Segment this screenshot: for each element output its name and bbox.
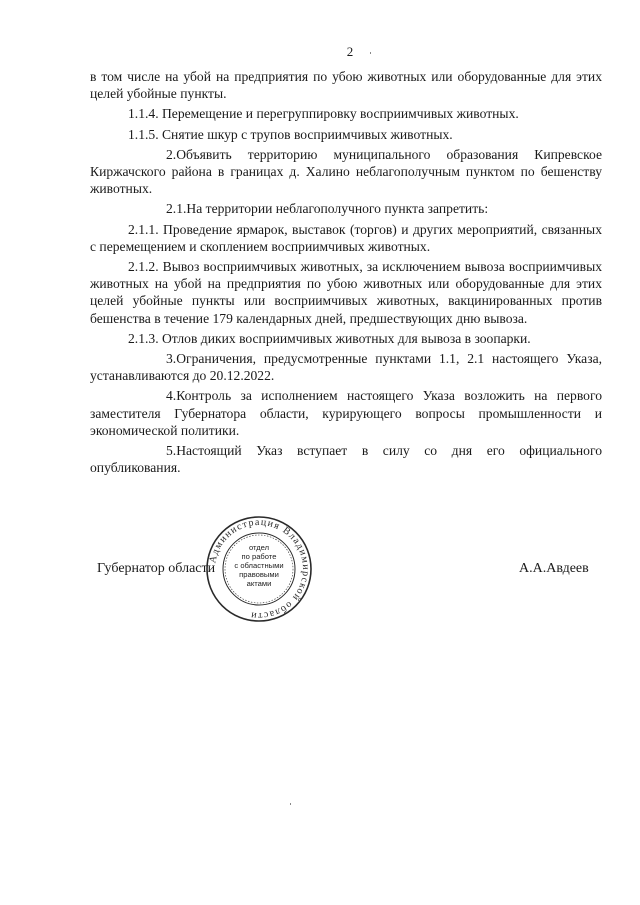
paragraph-2: 2.Объявить территорию муниципального образования Кипревское Киржачского района в границах д. Халино неблагополучным пунктом по бешенству животных. xyxy=(90,146,602,197)
document-body xyxy=(90,68,602,479)
paragraph-3: 3.Ограничения, предусмотренные пунктами 1.1, 2.1 настоящего Указа, устанавливаются до 20.12.2022. xyxy=(90,351,602,384)
official-stamp xyxy=(200,515,318,623)
paragraph-1-1-5: 1.1.5. Снятие шкур с трупов восприимчивых животных. xyxy=(128,126,453,142)
paragraph-cont: в том числе на убой на предприятия по убою животных или оборудованные для этих целей убойные пункты. xyxy=(90,69,602,102)
scan-speck xyxy=(290,803,291,805)
svg-text:актами: актами xyxy=(246,579,272,588)
paragraph-4: 4.Контроль за исполнением настоящего Указа возложить на первого заместителя Губернатора области, курирующего вопросы промышленности и экономической политики. xyxy=(90,388,602,438)
paragraph-5: 5.Настоящий Указ вступает в силу со дня его официального опубликования. xyxy=(90,443,602,476)
svg-text:отдел: отдел xyxy=(248,543,270,552)
paragraph-2-1-1: 2.1.1. Проведение ярмарок, выставок (торгов) и других мероприятий, связанных с перемещением и скоплением восприимчивых животных. xyxy=(90,221,602,254)
page-number: 2 xyxy=(346,44,354,59)
paragraph-2-1-2: 2.1.2. Вывоз восприимчивых животных, за исключением вывоза восприимчивых животных на убой на предприятия по убою животных или оборудованные для этих целей убойные пункты или восприимчивых животных, вакцинированных против бешенства в течение 179 календарных дней, предшествующих дню вывоза. xyxy=(90,259,602,326)
signatory-position: Губернатор области xyxy=(97,561,216,576)
svg-text:правовыми: правовыми xyxy=(239,570,279,579)
paragraph-1-1-4: 1.1.4. Перемещение и перегруппировку восприимчивых животных. xyxy=(128,106,519,122)
signatory-name: А.А.Авдеев xyxy=(519,561,589,576)
paragraph-2-1: 2.1.На территории неблагополучного пункта запретить: xyxy=(166,201,489,217)
paragraph-2-1-3: 2.1.3. Отлов диких восприимчивых животных для вывоза в зоопарки. xyxy=(128,330,531,346)
svg-text:Администрация Владимирской обл: Администрация Владимирской области xyxy=(207,516,312,622)
svg-text:с областными: с областными xyxy=(234,561,284,570)
scan-speck xyxy=(370,52,371,54)
svg-text:по работе: по работе xyxy=(241,552,277,561)
